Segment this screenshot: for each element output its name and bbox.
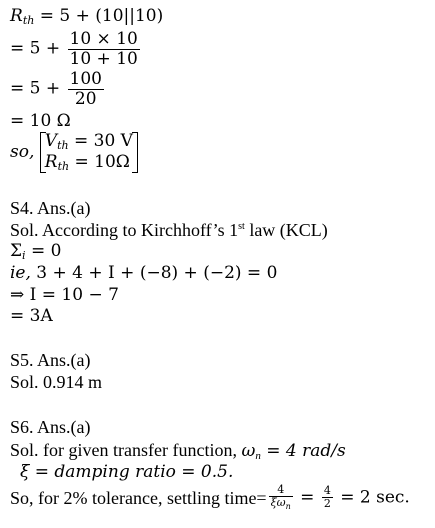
s4-eq-2: ie, 3 + 4 + I + (−8) + (−2) = 0 (10, 263, 278, 283)
rth-line-4 (10, 113, 71, 130)
s5-solution: Sol. 0.914 m (10, 372, 103, 392)
rth-fraction-2 (68, 70, 104, 108)
so-label: so, (10, 142, 35, 163)
rth-result: = 10 Ω (10, 111, 71, 131)
s4-eq-3: ⇒ I = 10 − 7 (10, 285, 119, 305)
s6-heading: S6. Ans.(a) (10, 417, 91, 437)
rth-symbol: R (10, 6, 23, 26)
rth-line-3 (10, 70, 106, 108)
rth-subscript: th (22, 14, 35, 27)
s5-heading: S5. Ans.(a) (10, 350, 91, 370)
settling-fraction-2: $\frac{4}{2}$ (323, 484, 331, 511)
fraction-denominator: 20 (74, 88, 97, 109)
s4-eq-1: $\Sigma_i = 0$ (10, 241, 62, 262)
settling-fraction-1: $\frac{4}{\xi\omega_n}$ (270, 483, 291, 512)
fraction-denominator: 10 + 10 (69, 48, 138, 69)
fraction-numerator: 100 (69, 69, 102, 89)
s4-heading: S4. Ans.(a) (10, 198, 91, 218)
rth-line-5 (10, 132, 138, 173)
rth-line-3-prefix: = 5 + (10, 78, 66, 99)
rth-line-1 (10, 8, 163, 26)
rth-expression: = 5 + (10||10) (34, 6, 164, 26)
rth-line-2 (10, 30, 142, 68)
s6-xi-line: ξ = damping ratio = 0.5. (20, 462, 234, 482)
s6-solution: Sol. for given transfer function, $\omega_n = 4$ rad/s (10, 440, 346, 462)
vth-row: $V_{th} = 30$ V (44, 131, 133, 152)
s6-settling: So, for 2% tolerance, settling time= $\frac{4}{\xi\omega_n}$ = $\frac{4}{2}$ = 2 sec. (10, 483, 410, 512)
fraction-numerator: 10 × 10 (69, 29, 138, 49)
s4-eq-4: = 3A (10, 306, 53, 326)
s4-solution: Sol. According to Kirchhoff’s 1st law (KCL) (10, 220, 328, 240)
rth-fraction-1 (68, 30, 140, 68)
rth-line-2-prefix: = 5 + (10, 38, 66, 59)
rth-row: $R_{th} = 10\Omega$ (44, 151, 130, 173)
result-bracket (40, 132, 138, 173)
